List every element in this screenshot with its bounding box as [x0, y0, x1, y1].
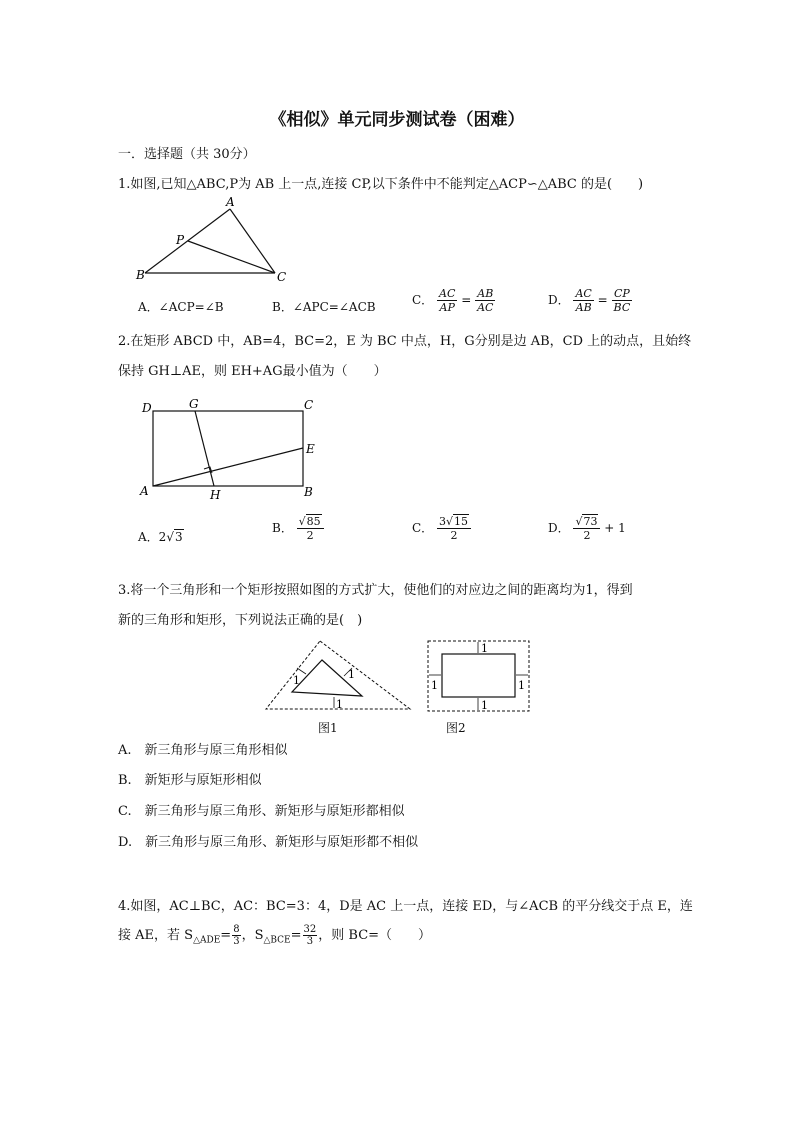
segment-pc	[188, 241, 275, 273]
rectangle-abcd	[153, 411, 303, 486]
q1-option-a: A．∠ACP=∠B	[138, 300, 224, 314]
tri-right-one: 1	[348, 668, 355, 681]
segment-ae	[153, 448, 303, 486]
rect-left-one: 1	[431, 679, 438, 692]
question-4-line-2: 接 AE，若 $S_{\triangle ADE}=$ $\frac{8}{3}$ ，$S_{\triangle BCE}=$ $\frac{32}{3}$ ，则 BC=（ ）	[118, 924, 432, 947]
tri-bottom-one: 1	[336, 698, 343, 711]
question-1-stem: 1.如图,已知△ABC,P为 AB 上一点,连接 CP,以下条件中不能判定△ACP∽△ABC 的是( )	[118, 177, 644, 192]
segment-ab	[145, 209, 230, 273]
tri-left-one: 1	[293, 674, 300, 687]
label-c: C	[304, 398, 314, 412]
q1-option-b: B．∠APC=∠ACB	[272, 300, 376, 314]
q3-option-d: D. 新三角形与原三角形、新矩形与原矩形都不相似	[118, 835, 419, 850]
figure-2-caption: 图2	[446, 721, 466, 735]
q2-option-c: C． $\frac{3√15}{2}$	[412, 515, 471, 542]
question-3-line-1: 3.将一个三角形和一个矩形按照如图的方式扩大，使他们的对应边之间的距离均为1，得到	[118, 583, 633, 598]
label-e: E	[306, 442, 315, 456]
section-heading: 一．选择题（共 30分）	[118, 147, 256, 162]
label-h: H	[210, 488, 221, 502]
question-3-line-2: 新的三角形和矩形，下列说法正确的是( )	[118, 613, 363, 628]
q3-option-a: A. 新三角形与原三角形相似	[118, 743, 288, 758]
page-title: 《相似》单元同步测试卷（困难）	[269, 110, 525, 130]
q1-option-c: C． $\frac{AC}{AP}$ = $\frac{AB}{AC}$	[412, 287, 494, 314]
question-3-figure	[262, 636, 534, 718]
rect-bottom-one: 1	[481, 699, 488, 712]
q2-option-a: A．2√3	[138, 530, 183, 544]
rect-top-one: 1	[481, 642, 488, 655]
label-b: B	[136, 268, 145, 282]
question-2-line-1: 2.在矩形 ABCD 中，AB=4，BC=2，E 为 BC 中点，H，G分别是边 AB，CD 上的动点，且始终	[118, 334, 692, 349]
question-2-line-2: 保持 GH⊥AE，则 EH+AG最小值为（ ）	[118, 364, 387, 379]
question-1-figure	[130, 195, 300, 287]
q2-option-b: B． $\frac{√85}{2}$	[272, 515, 324, 542]
label-p: P	[176, 233, 185, 247]
q3-option-c: C. 新三角形与原三角形、新矩形与原矩形都相似	[118, 804, 405, 819]
label-a: A	[226, 195, 235, 209]
question-2-figure	[138, 395, 328, 505]
original-rectangle	[442, 654, 515, 697]
expanded-rectangle	[428, 641, 529, 711]
label-c: C	[277, 270, 287, 284]
segment-ac	[230, 209, 275, 273]
figure-1-caption: 图1	[318, 721, 338, 735]
question-4-line-1: 4.如图，AC⊥BC，AC：BC=3：4，D是 AC 上一点，连接 ED，与∠ACB 的平分线交于点 E，连	[118, 899, 693, 914]
q2-option-d: D． $\frac{√73}{2}$ + 1	[548, 515, 626, 542]
q1-option-d: D． $\frac{AC}{AB}$ = $\frac{CP}{BC}$	[548, 287, 631, 314]
label-g: G	[189, 397, 199, 411]
label-b: B	[304, 485, 313, 499]
rect-right-one: 1	[518, 679, 525, 692]
label-a: A	[140, 484, 149, 498]
label-d: D	[142, 401, 152, 415]
q3-option-b: B. 新矩形与原矩形相似	[118, 773, 262, 788]
